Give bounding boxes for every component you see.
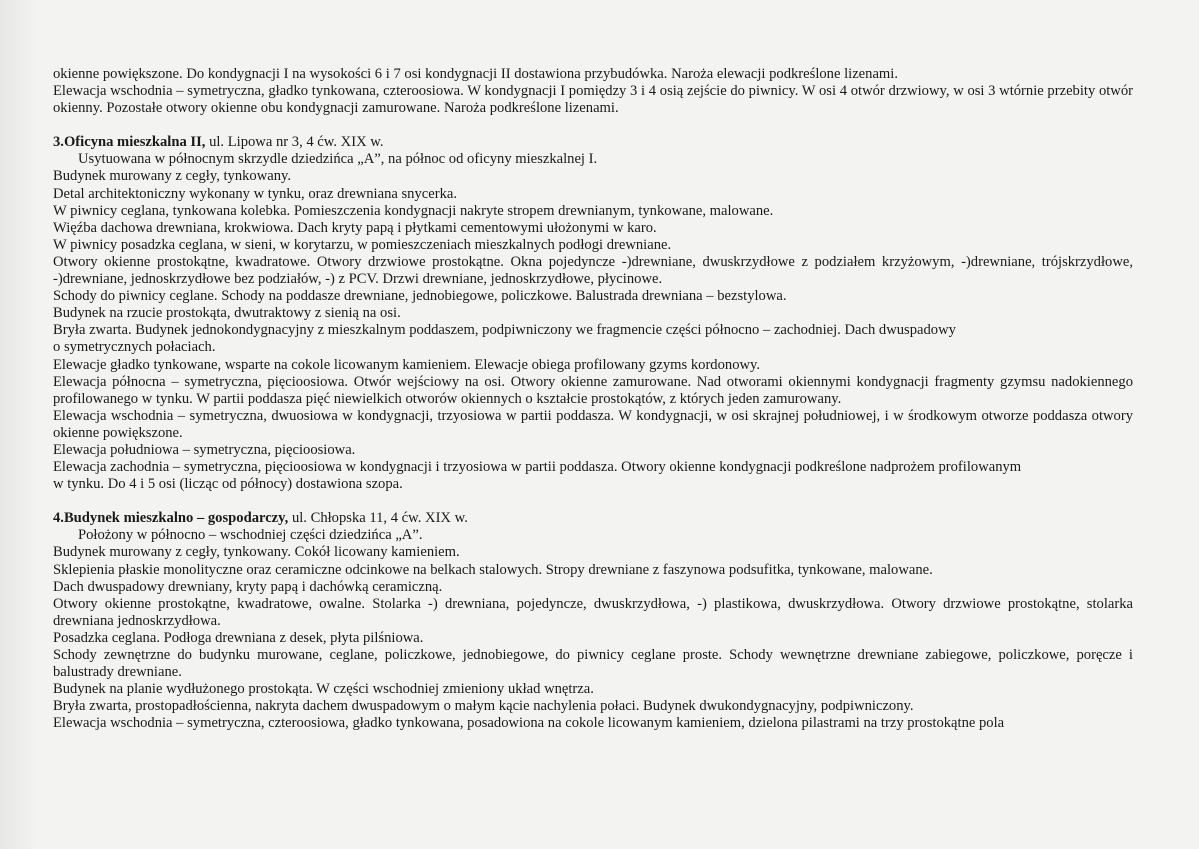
section-4-line: Elewacja wschodnia – symetryczna, czteroosiowa, gładko tynkowana, posadowiona na cokole licowanym kamieniem, dzielona pilastrami na trzy prostokątne pola (53, 715, 1005, 732)
document-body (53, 66, 1133, 732)
section-3-heading-bold: 3.Oficyna mieszkalna II, (53, 134, 206, 151)
section-4-line: Sklepienia płaskie monolityczne oraz ceramiczne odcinkowe na belkach stalowych. Stropy drewniane z faszynowa podsufitka, tynkowane, malowane. (53, 561, 933, 578)
section-4-heading-bold: 4.Budynek mieszkalno – gospodarczy, (53, 510, 289, 527)
section-4-line: Otwory okienne prostokątne, kwadratowe, owalne. Stolarka -) drewniana, pojedyncze, dwuskrzydłowa, -) plastikowa, dwuskrzydłowa. Otwory drzwiowe prostokątne, stolarka drewniana jednoskrzydłowa. (53, 595, 1133, 629)
section-3-line: Bryła zwarta. Budynek jednokondygnacyjny z mieszkalnym poddaszem, podpiwniczony we fragmencie części północno – zachodniej. Dach dwuspadowy (53, 322, 956, 339)
section-3-line: Detal architektoniczny wykonany w tynku, oraz drewniana snycerka. (53, 185, 458, 202)
section-3-line: Elewacje gładko tynkowane, wsparte na cokole licowanym kamieniem. Elewacje obiega profilowany gzyms kordonowy. (53, 356, 761, 373)
section-4-line: Bryła zwarta, prostopadłościenna, nakryta dachem dwuspadowym o małym kącie nachylenia połaci. Budynek dwukondygnacyjny, podpiwniczony. (53, 698, 914, 715)
section-3-line: Budynek murowany z cegły, tynkowany. (53, 168, 292, 185)
section-4-line: Położony w północno – wschodniej części dziedzińca „A”. (78, 527, 423, 544)
section-spacer (53, 117, 1133, 134)
section-3-line: Elewacja północna – symetryczna, pięcioosiowa. Otwór wejściowy na osi. Otwory okienne zamurowane. Nad otworami okiennymi kondygnacji fragmenty gzymsu nadokiennego profilowanego w tynku. W partii poddasza pięć niewielkich otworów okiennych o kształcie prostokątów, z których jeden zamurowany. (53, 373, 1133, 407)
section-3-line: Elewacja wschodnia – symetryczna, dwuosiowa w kondygnacji, trzyosiowa w partii poddasza. W kondygnacji, w osi skrajnej południowej, i w środkowym otworze poddasza otwory okienne powiększone. (53, 407, 1133, 441)
section-3-line: Elewacja zachodnia – symetryczna, pięcioosiowa w kondygnacji i trzyosiowa w partii poddasza. Otwory okienne kondygnacji podkreślone nadprożem profilowanym (53, 459, 1022, 476)
section-3-heading-rest: ul. Lipowa nr 3, 4 ćw. XIX w. (205, 134, 384, 151)
section-4-heading-rest: ul. Chłopska 11, 4 ćw. XIX w. (288, 510, 468, 527)
section-4-line: Budynek na planie wydłużonego prostokąta. W części wschodniej zmieniony układ wnętrza. (53, 681, 594, 698)
intro-line-2: Elewacja wschodnia – symetryczna, gładko tynkowana, czteroosiowa. W kondygnacji I pomiędzy 3 i 4 osią zejście do piwnicy. W osi 4 otwór drzwiowy, w osi 3 wtórnie przebity otwór okienny. Pozostałe otwory okienne obu kondygnacji zamurowane. Naroża podkreślone lizenami. (53, 83, 1133, 117)
section-4-line: Budynek murowany z cegły, tynkowany. Cokół licowany kamieniem. (53, 544, 460, 561)
section-spacer (53, 493, 1133, 510)
section-4-heading (53, 510, 1133, 527)
section-3-line: o symetrycznych połaciach. (53, 339, 216, 356)
section-3-heading (53, 134, 1133, 151)
section-3-line: Elewacja południowa – symetryczna, pięcioosiowa. (53, 441, 356, 458)
section-4-line: Schody zewnętrzne do budynku murowane, ceglane, policzkowe, jednobiegowe, do piwnicy ceglane proste. Schody wewnętrzne drewniane zabiegowe, policzkowe, poręcze i balustrady drewniane. (53, 647, 1133, 681)
intro-line-1: okienne powiększone. Do kondygnacji I na wysokości 6 i 7 osi kondygnacji II dostawiona przybudówka. Naroża elewacji podkreślone lizenami. (53, 66, 898, 82)
section-4-line: Posadzka ceglana. Podłoga drewniana z desek, płyta pilśniowa. (53, 629, 424, 646)
section-3-line: Budynek na rzucie prostokąta, dwutraktowy z sienią na osi. (53, 305, 401, 322)
section-3-line: Usytuowana w północnym skrzydle dziedzińca „A”, na północ od oficyny mieszkalnej I. (78, 151, 598, 168)
section-3-line: w tynku. Do 4 i 5 osi (licząc od północy) dostawiona szopa. (53, 476, 403, 493)
section-3-line: Więźba dachowa drewniana, krokwiowa. Dach kryty papą i płytkami cementowymi ułożonymi w karo. (53, 219, 657, 236)
section-4-line: Dach dwuspadowy drewniany, kryty papą i dachówką ceramiczną. (53, 578, 443, 595)
section-3-line: W piwnicy posadzka ceglana, w sieni, w korytarzu, w pomieszczeniach mieszkalnych podłogi drewniane. (53, 236, 672, 253)
section-3-line: Schody do piwnicy ceglane. Schody na poddasze drewniane, jednobiegowe, policzkowe. Balustrada drewniana – bezstylowa. (53, 288, 787, 305)
section-3-line: Otwory okienne prostokątne, kwadratowe. Otwory drzwiowe prostokątne. Okna pojedyncze -)drewniane, dwuskrzydłowe z podziałem krzyżowym, -)drewniane, trójskrzydłowe, -)drewniane, jednoskrzydłowe bez podziałów, -) z PCV. Drzwi drewniane, jednoskrzydłowe, płycinowe. (53, 253, 1133, 288)
section-3-line: W piwnicy ceglana, tynkowana kolebka. Pomieszczenia kondygnacji nakryte stropem drewnianym, tynkowane, malowane. (53, 202, 774, 219)
